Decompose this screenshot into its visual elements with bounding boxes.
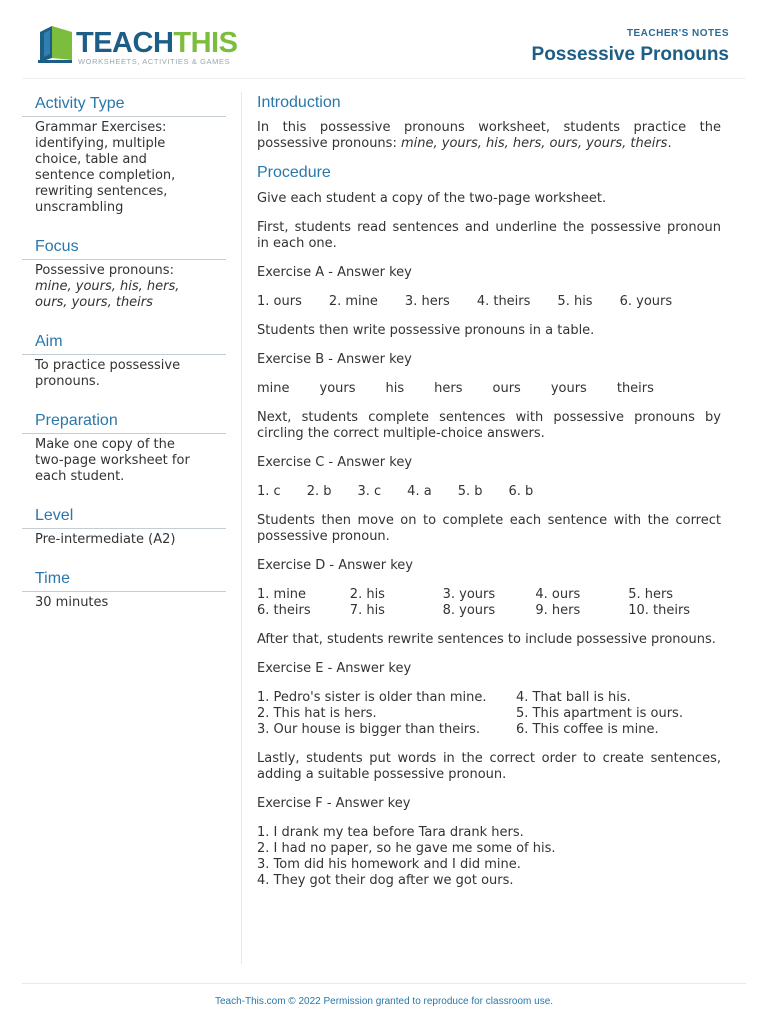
answer-item: 3. hers — [404, 294, 450, 309]
procedure-step: After that, students rewrite sentences to include possessive pronouns. — [257, 632, 716, 647]
answer-item: 3. Our house is bigger than theirs. — [257, 722, 481, 737]
text-line: mine, yours, his, hers, — [35, 279, 180, 294]
exercise-b-label: Exercise B - Answer key — [257, 352, 412, 367]
answer-row — [257, 706, 721, 722]
activity-type-section — [22, 92, 226, 216]
activity-type-heading: Activity Type — [22, 92, 226, 117]
text-line: choice, table and — [35, 152, 147, 167]
answer-row — [257, 690, 721, 706]
teach-this-logo — [36, 24, 236, 70]
answer-row — [257, 587, 721, 603]
text-line: pronouns. — [35, 374, 100, 389]
text-line: each student. — [35, 469, 125, 484]
procedure-step: First, students read sentences and underline the possessive pronoun in each one. — [257, 220, 721, 251]
preparation-heading: Preparation — [22, 409, 226, 434]
answer-item: yours — [550, 381, 587, 396]
exercise-d-label: Exercise D - Answer key — [257, 558, 413, 573]
time-text: 30 minutes — [35, 595, 109, 610]
answer-row — [257, 722, 721, 738]
sidebar — [22, 92, 226, 630]
page-title: Possessive Pronouns — [531, 44, 729, 65]
answer-item: 2. mine — [328, 294, 378, 309]
answer-row — [257, 603, 721, 619]
answer-item: 3. Tom did his homework and I did mine. — [257, 857, 521, 872]
answer-item: 6. yours — [619, 294, 673, 309]
answer-item: 3. c — [357, 484, 382, 499]
answer-item: mine — [257, 381, 290, 396]
answer-item: 1. ours — [257, 294, 302, 309]
aim-text — [22, 355, 226, 390]
exercise-a-label: Exercise A - Answer key — [257, 265, 412, 280]
answer-item: 5. his — [557, 294, 593, 309]
text-line: unscrambling — [35, 200, 124, 215]
time-section — [22, 567, 226, 611]
answer-item: 1. c — [257, 484, 281, 499]
footer-divider — [22, 983, 746, 984]
answer-item: 4. ours — [535, 587, 581, 602]
exercise-c-answers — [257, 484, 721, 500]
exercise-f-answers — [257, 825, 721, 889]
level-section — [22, 504, 226, 548]
introduction-text — [257, 120, 721, 152]
preparation-section — [22, 409, 226, 485]
exercise-e-label: Exercise E - Answer key — [257, 661, 412, 676]
answer-item: 2. b — [306, 484, 332, 499]
answer-item: hers — [434, 381, 463, 396]
preparation-text — [22, 434, 226, 485]
answer-item: 3. yours — [442, 587, 496, 602]
answer-item: 1. Pedro's sister is older than mine. — [257, 690, 487, 705]
procedure-step: Next, students complete sentences with possessive pronouns by circling the correct multiple-choice answers. — [257, 410, 721, 441]
header-divider — [22, 78, 746, 79]
level-text: Pre-intermediate (A2) — [35, 532, 176, 547]
answer-item: 2. This hat is hers. — [257, 706, 377, 721]
exercise-f-label: Exercise F - Answer key — [257, 796, 411, 811]
text-line: ours, yours, theirs — [35, 295, 153, 310]
text-line: Possessive pronouns: — [35, 263, 174, 278]
answer-item: 8. yours — [442, 603, 496, 618]
level-heading: Level — [22, 504, 226, 529]
main-content — [257, 92, 721, 889]
focus-section — [22, 235, 226, 311]
answer-item: 4. a — [407, 484, 432, 499]
text-line: Grammar Exercises: — [35, 120, 167, 135]
logo-wordmark — [76, 26, 237, 60]
text-line: sentence completion, — [35, 168, 176, 183]
header-kicker: TEACHER'S NOTES — [626, 28, 729, 39]
procedure-step: Lastly, students put words in the correct order to create sentences, adding a suitable possessive pronoun. — [257, 751, 721, 782]
text-line: Make one copy of the — [35, 437, 175, 452]
answer-item: yours — [319, 381, 356, 396]
exercise-d-answers — [257, 587, 721, 619]
answer-item: 6. theirs — [257, 603, 311, 618]
exercise-e-answers — [257, 690, 721, 738]
answer-item: ours — [492, 381, 521, 396]
intro-period: . — [667, 136, 672, 151]
focus-heading: Focus — [22, 235, 226, 260]
focus-text — [22, 260, 226, 311]
answer-item: 5. b — [457, 484, 483, 499]
page-header — [0, 0, 768, 78]
logo-tagline: WORKSHEETS, ACTIVITIES & GAMES — [78, 57, 231, 66]
answer-item: theirs — [616, 381, 654, 396]
answer-item: 6. b — [508, 484, 534, 499]
procedure-step: Students then move on to complete each sentence with the correct possessive pronoun. — [257, 513, 721, 544]
answer-item: 1. mine — [257, 587, 307, 602]
procedure-step: Students then write possessive pronouns in a table. — [257, 323, 595, 338]
text-line: rewriting sentences, — [35, 184, 168, 199]
column-divider — [241, 92, 242, 964]
answer-item: 9. hers — [535, 603, 581, 618]
footer-copyright: Teach-This.com © 2022 Permission granted to reproduce for classroom use. — [214, 996, 554, 1007]
aim-section — [22, 330, 226, 390]
exercise-a-answers — [257, 294, 721, 310]
introduction-heading: Introduction — [257, 94, 341, 111]
text-line: two-page worksheet for — [35, 453, 190, 468]
text-line: To practice possessive — [35, 358, 181, 373]
intro-pronouns: mine, yours, his, hers, ours, yours, theirs — [400, 136, 668, 151]
activity-type-text — [22, 117, 226, 216]
exercise-b-answers — [257, 381, 721, 397]
aim-heading: Aim — [22, 330, 226, 355]
answer-item: 2. his — [349, 587, 385, 602]
procedure-heading: Procedure — [257, 164, 331, 181]
text-line: identifying, multiple — [35, 136, 166, 151]
answer-item: his — [385, 381, 405, 396]
answer-item: 2. I had no paper, so he gave me some of his. — [257, 841, 556, 856]
answer-item: 7. his — [349, 603, 385, 618]
procedure-step: Give each student a copy of the two-page worksheet. — [257, 191, 607, 206]
answer-item: 6. This coffee is mine. — [516, 722, 659, 737]
answer-item: 5. This apartment is ours. — [516, 706, 683, 721]
answer-item: 4. theirs — [476, 294, 531, 309]
intro-sentence: In this possessive pronouns worksheet, students practice the possessive pronouns: — [257, 120, 721, 151]
answer-item: 10. theirs — [628, 603, 691, 618]
answer-item: 4. That ball is his. — [516, 690, 631, 705]
exercise-c-label: Exercise C - Answer key — [257, 455, 413, 470]
answer-item: 1. I drank my tea before Tara drank hers. — [257, 825, 524, 840]
book-icon — [36, 24, 76, 64]
logo-word-teach: TEACH — [76, 27, 174, 59]
answer-item: 5. hers — [628, 587, 674, 602]
time-heading: Time — [22, 567, 226, 592]
answer-item: 4. They got their dog after we got ours. — [257, 873, 514, 888]
logo-word-this: THIS — [173, 27, 238, 59]
